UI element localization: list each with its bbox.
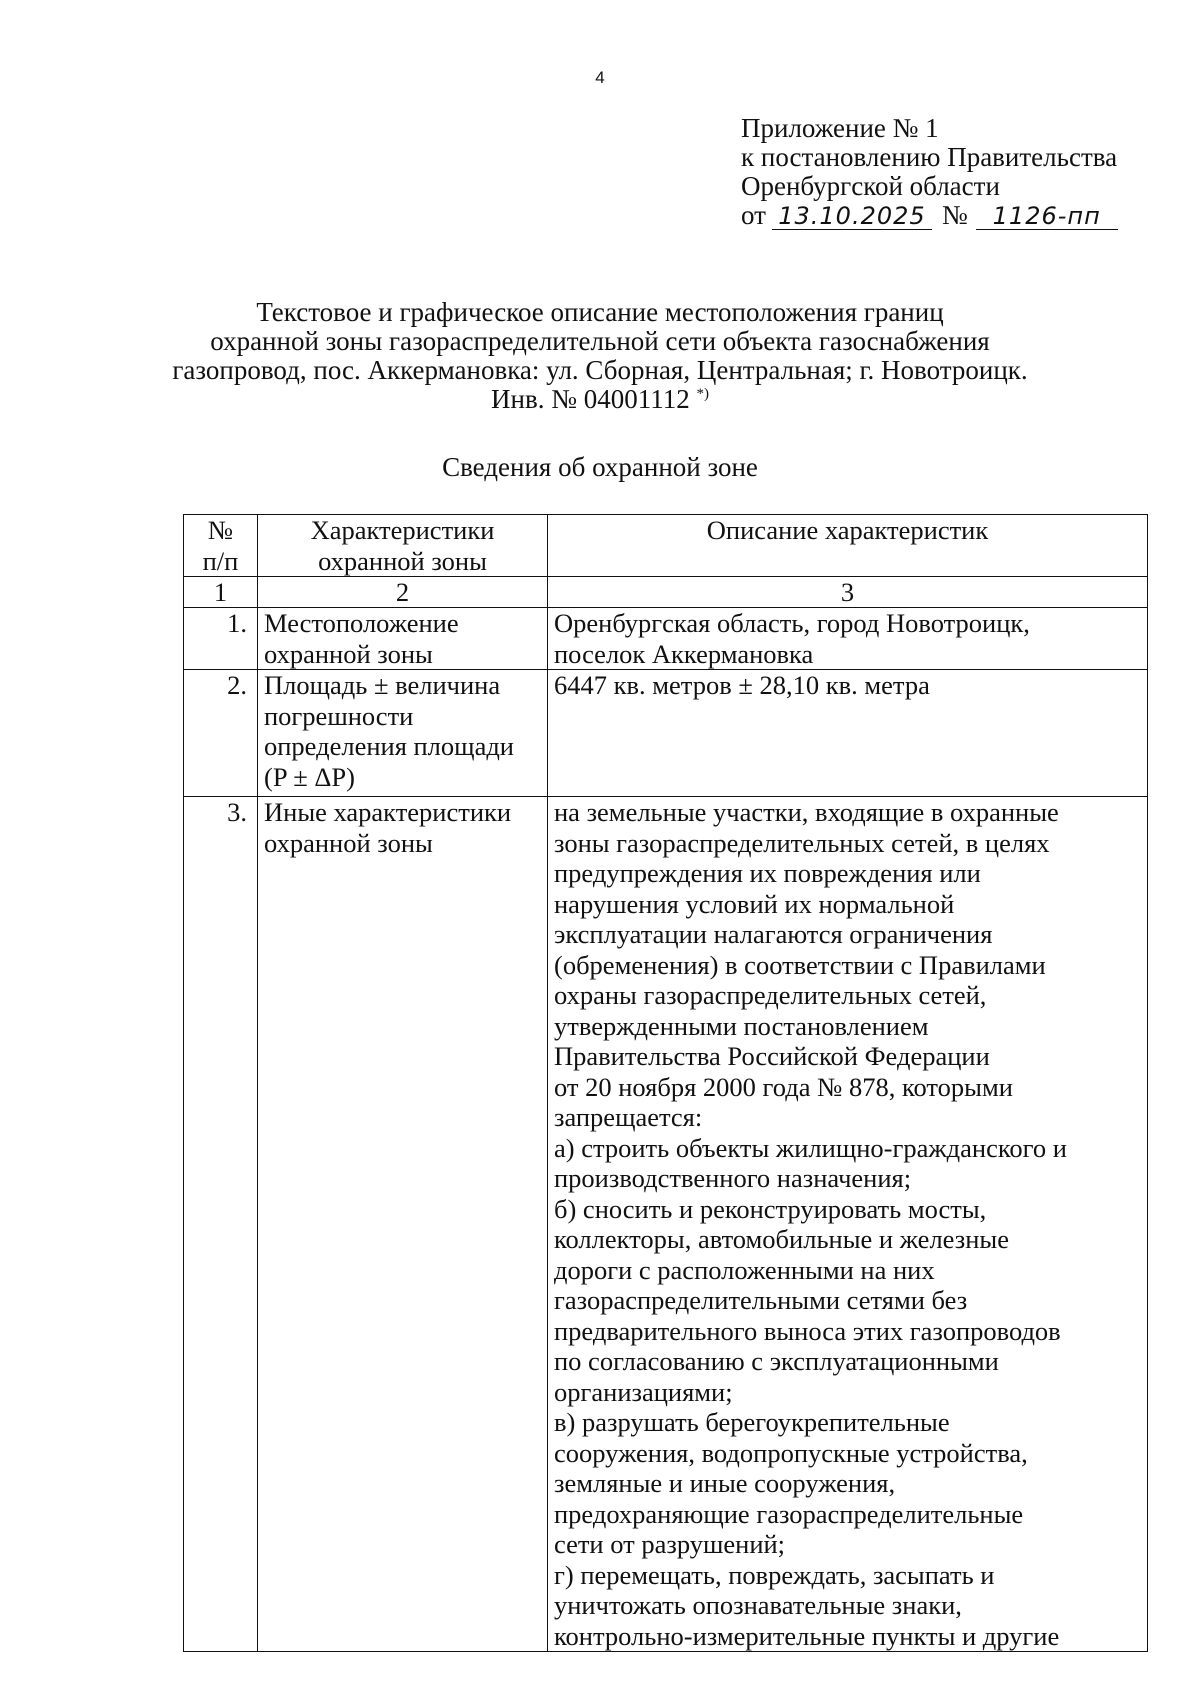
date-prefix: от — [741, 200, 766, 230]
handwritten-number: 1126-пп — [976, 203, 1118, 230]
row-description: 6447 кв. метров ± 28,10 кв. метра — [548, 670, 1148, 797]
row-number: 2. — [184, 670, 258, 797]
title-line-4 — [0, 385, 1200, 414]
row-characteristic: Иные характеристики охранной зоны — [258, 797, 548, 1652]
footnote-mark: *) — [696, 386, 709, 402]
row-characteristic: Местоположение охранной зоны — [258, 608, 548, 670]
appendix-line-2: к постановлению Правительства — [741, 142, 1118, 172]
row-number: 3. — [184, 797, 258, 1652]
table-row — [184, 797, 1148, 1652]
appendix-block — [741, 114, 1118, 230]
title-line-3: газопровод, пос. Аккермановка: ул. Сборная, Центральная; г. Новотроицк. — [172, 355, 1028, 385]
section-subtitle: Сведения об охранной зоне — [442, 452, 758, 482]
handwritten-date: 13.10.2025 — [772, 203, 932, 230]
row-description: Оренбургская область, город Новотроицк, поселок Аккермановка — [548, 608, 1148, 670]
row-number: 1. — [184, 608, 258, 670]
column-numbers-row — [184, 577, 1148, 608]
appendix-date-line — [741, 201, 1118, 230]
column-number-2: 2 — [258, 577, 548, 608]
header-characteristics: Характеристики охранной зоны — [258, 515, 548, 577]
table-header-row — [184, 515, 1148, 577]
protection-zone-table — [183, 514, 1148, 1652]
inventory-number: Инв. № 04001112 — [491, 384, 690, 414]
row-characteristic: Площадь ± величина погрешности определения площади (P ± ΔP) — [258, 670, 548, 797]
table-row — [184, 608, 1148, 670]
column-number-1: 1 — [184, 577, 258, 608]
document-title — [0, 298, 1200, 414]
header-number: № п/п — [184, 515, 258, 577]
table-row — [184, 670, 1148, 797]
appendix-line-3: Оренбургской области — [741, 171, 1000, 201]
page-number: 4 — [595, 68, 605, 87]
number-sign: № — [941, 200, 968, 230]
header-description: Описание характеристик — [548, 515, 1148, 577]
row-description: на земельные участки, входящие в охранные зоны газораспределительных сетей, в целях предупреждения их повреждения или нарушения условий их нормальной эксплуатации налагаются ограничения (обременения) в соответствии с Правилами охраны газораспределительных сетей, утвержденными постановлением Правительства Российской Федерации от 20 ноября 2000 года № 878, которыми запрещается: а) строить объекты жилищно-гражданского и производственного назначения; б) сносить и реконструировать мосты, коллекторы, автомобильные и железные дороги с расположенными на них газораспределительными сетями без предварительного выноса этих газопроводов по согласованию с эксплуатационными организациями; в) разрушать берегоукрепительные сооружения, водопропускные устройства, земляные и иные сооружения, предохраняющие газораспределительные сети от разрушений; г) перемещать, повреждать, засыпать и уничтожать опознавательные знаки, контрольно-измерительные пункты и другие — [548, 797, 1148, 1652]
column-number-3: 3 — [548, 577, 1148, 608]
appendix-line-1: Приложение № 1 — [741, 113, 939, 143]
title-line-2: охранной зоны газораспределительной сети объекта газоснабжения — [210, 326, 990, 356]
title-line-1: Текстовое и графическое описание местоположения границ — [256, 297, 944, 327]
